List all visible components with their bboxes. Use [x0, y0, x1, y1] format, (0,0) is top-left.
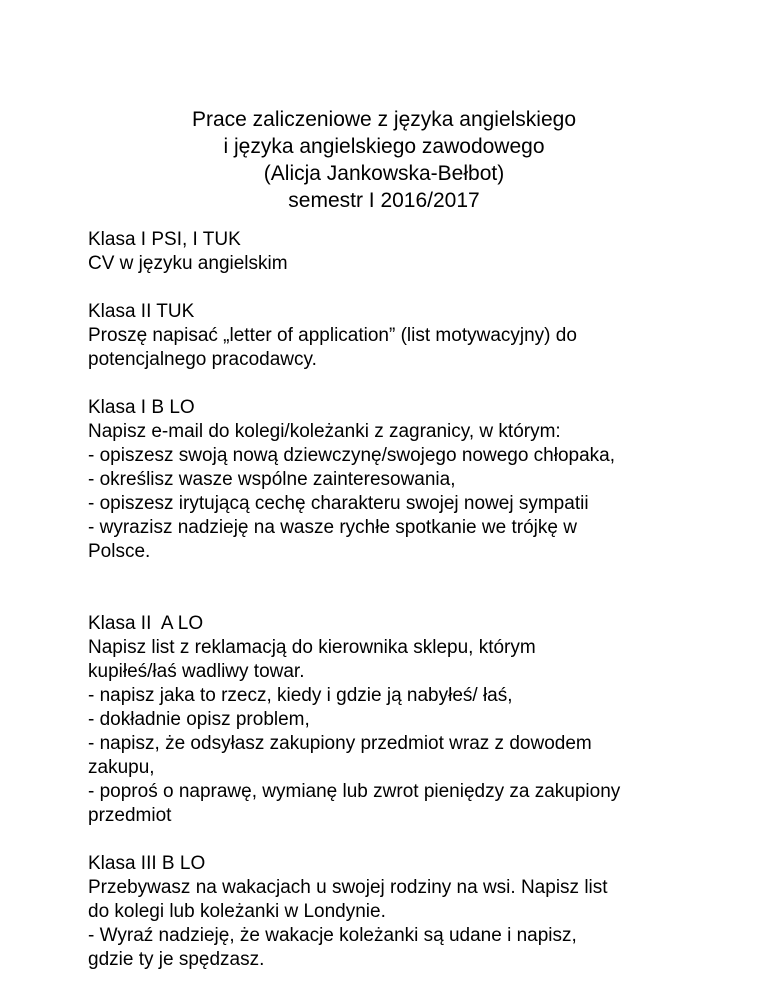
title-line: semestr I 2016/2017 — [288, 189, 480, 212]
section-line: - poproś o naprawę, wymianę lub zwrot pieniędzy za zakupiony — [88, 781, 621, 802]
section-line: - dokładnie opisz problem, — [88, 709, 310, 730]
section-line: - opiszesz irytującą cechę charakteru swojej nowej sympatii — [88, 493, 589, 514]
section-line: - określisz wasze wspólne zainteresowania, — [88, 469, 456, 490]
section-line: - napisz, że odsyłasz zakupiony przedmiot wraz z dowodem — [88, 733, 592, 754]
section-heading: Klasa III B LO — [88, 853, 206, 874]
section-line: Napisz e-mail do kolegi/koleżanki z zagranicy, w którym: — [88, 421, 561, 442]
section-klasa-iii-b-lo — [88, 852, 728, 972]
section-line: Polsce. — [88, 541, 151, 562]
section-line: Przebywasz na wakacjach u swojej rodziny na wsi. Napisz list — [88, 877, 608, 898]
section-line: - wyrazisz nadzieję na wasze rychłe spotkanie we trójkę w — [88, 517, 577, 538]
paragraph-gap — [88, 372, 728, 396]
section-line: zakupu, — [88, 757, 155, 778]
section-line: - Wyraź nadzieję, że wakacje koleżanki są udane i napisz, — [88, 925, 577, 946]
section-line: do kolegi lub koleżanki w Londynie. — [88, 901, 386, 922]
section-line: gdzie ty je spędzasz. — [88, 949, 265, 970]
section-line: kupiłeś/łaś wadliwy towar. — [88, 661, 305, 682]
section-klasa-i-psi-i-tuk — [88, 228, 728, 276]
document-body — [88, 228, 728, 972]
section-heading: Klasa I B LO — [88, 397, 195, 418]
title-line: i języka angielskiego zawodowego — [223, 135, 545, 158]
section-klasa-ii-tuk — [88, 300, 728, 372]
paragraph-gap — [88, 828, 728, 852]
document-title — [0, 106, 768, 214]
section-heading: Klasa II TUK — [88, 301, 195, 322]
section-line: przedmiot — [88, 805, 172, 826]
section-line: - napisz jaka to rzecz, kiedy i gdzie ją nabyłeś/ łaś, — [88, 685, 513, 706]
paragraph-gap — [88, 564, 728, 612]
paragraph-gap — [88, 276, 728, 300]
section-klasa-ii-a-lo — [88, 612, 728, 828]
title-line: Prace zaliczeniowe z języka angielskiego — [191, 108, 577, 131]
section-klasa-i-b-lo — [88, 396, 728, 564]
section-line: Napisz list z reklamacją do kierownika sklepu, którym — [88, 637, 536, 658]
section-line: Proszę napisać „letter of application” (list motywacyjny) do — [88, 325, 577, 346]
title-line: (Alicja Jankowska-Bełbot) — [263, 162, 505, 185]
section-heading: Klasa I PSI, I TUK — [88, 229, 241, 250]
section-line: - opiszesz swoją nową dziewczynę/swojego nowego chłopaka, — [88, 445, 616, 466]
section-heading: Klasa II A LO — [88, 613, 204, 634]
section-line: potencjalnego pracodawcy. — [88, 349, 317, 370]
section-line: CV w języku angielskim — [88, 253, 288, 274]
